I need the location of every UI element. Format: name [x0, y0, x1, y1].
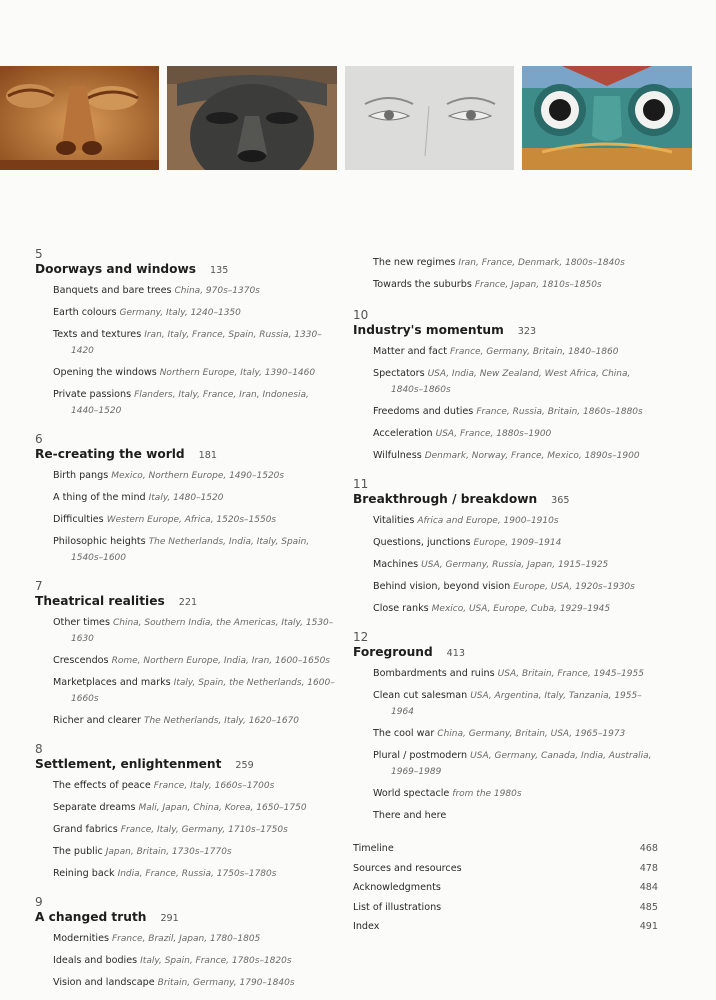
chapter-title: Re-creating the world — [35, 447, 185, 461]
chapter-heading[interactable] — [35, 593, 335, 611]
section-places-dates: France, Germany, Britain, 1840–1860 — [449, 347, 619, 357]
section-places-dates: France, Japan, 1810s–1850s — [474, 280, 602, 290]
section-places-dates: Iran, France, Denmark, 1800s–1840s — [458, 258, 625, 268]
back-matter-list — [353, 839, 658, 937]
stone-face-photo — [0, 66, 159, 170]
section-title: A thing of the mind — [53, 492, 146, 503]
pencil-eyes-drawing — [345, 66, 514, 170]
section-places-dates: Rome, Northern Europe, India, Iran, 1600–1650s — [111, 656, 330, 666]
section-title: Ideals and bodies — [53, 955, 138, 966]
chapter-number: 11 — [353, 477, 369, 491]
chapter-title: Doorways and windows — [35, 262, 197, 276]
chapter-number: 7 — [35, 579, 43, 593]
section-title: Separate dreams — [53, 802, 136, 813]
section-places-dates: Flanders, Italy, France, Iran, Indonesia, 1440–1520 — [71, 390, 309, 416]
section-title: Wilfulness — [373, 450, 422, 461]
continued-sections — [353, 255, 663, 293]
section-places-dates: Iran, Italy, France, Spain, Russia, 1330–1420 — [71, 330, 322, 356]
back-matter-page: 468 — [639, 843, 658, 854]
toc-section-entry[interactable] — [53, 778, 335, 794]
chapter-page-number: 221 — [178, 597, 198, 608]
toc-section-entry[interactable] — [373, 255, 663, 271]
toc-section-entry[interactable] — [373, 366, 663, 398]
section-places-dates: USA, Britain, France, 1945–1955 — [497, 669, 644, 679]
section-title: Reining back — [53, 868, 115, 879]
toc-section-entry[interactable] — [373, 748, 663, 780]
back-matter-entry[interactable] — [353, 859, 658, 879]
section-places-dates: China, Southern India, the Americas, Italy, 1530–1630 — [71, 618, 334, 644]
section-title: Vision and landscape — [53, 977, 155, 988]
chapter-page-number: 323 — [517, 326, 537, 337]
toc-section-entry[interactable] — [53, 675, 335, 707]
toc-section-entry[interactable] — [373, 535, 663, 551]
toc-section-entry[interactable] — [373, 426, 663, 442]
toc-section-entry[interactable] — [53, 387, 335, 419]
back-matter-page: 478 — [639, 862, 658, 874]
section-title: There and here — [373, 810, 447, 821]
toc-section-entry[interactable] — [53, 490, 335, 506]
chapter-heading[interactable] — [35, 446, 335, 464]
chapter-block — [35, 247, 335, 419]
section-title: Marketplaces and marks — [53, 677, 171, 688]
chapter-number: 6 — [35, 432, 43, 446]
toc-section-entry[interactable] — [373, 404, 663, 420]
section-places-dates: from the 1980s — [452, 789, 522, 799]
section-title: Philosophic heights — [53, 536, 146, 547]
chapter-block — [353, 630, 663, 824]
section-places-dates: China, Germany, Britain, USA, 1965–1973 — [437, 729, 626, 739]
chapter-page-number: 181 — [198, 450, 217, 461]
section-title: Earth colours — [53, 307, 117, 318]
section-places-dates: Italy, 1480–1520 — [148, 493, 224, 503]
toc-section-entry[interactable] — [53, 534, 335, 566]
section-title: The new regimes — [373, 257, 456, 268]
section-places-dates: USA, India, New Zealand, West Africa, China, 1840s–1860s — [391, 369, 631, 395]
section-title: Birth pangs — [53, 470, 109, 481]
toc-section-entry[interactable] — [53, 653, 335, 669]
section-places-dates: Mexico, Northern Europe, 1490–1520s — [111, 471, 285, 481]
section-title: Grand fabrics — [53, 824, 118, 835]
section-places-dates: The Netherlands, Italy, 1620–1670 — [143, 716, 300, 726]
section-title: Spectators — [373, 368, 425, 379]
back-matter-label: Index — [353, 921, 380, 932]
toc-section-entry[interactable] — [373, 601, 663, 617]
toc-section-entry[interactable] — [53, 468, 335, 484]
back-matter-entry[interactable] — [353, 917, 658, 937]
section-places-dates: Mali, Japan, China, Korea, 1650–1750 — [138, 803, 307, 813]
chapter-page-number: 135 — [210, 265, 229, 276]
section-places-dates: France, Italy, 1660s–1700s — [153, 781, 275, 791]
section-title: Private passions — [53, 389, 132, 400]
section-places-dates: Europe, 1909–1914 — [473, 538, 562, 548]
chapter-heading[interactable] — [35, 909, 335, 927]
section-places-dates: Denmark, Norway, France, Mexico, 1890s–1900 — [424, 451, 640, 461]
back-matter-entry[interactable] — [353, 898, 658, 918]
chapter-block — [353, 477, 663, 617]
section-places-dates: China, 970s–1370s — [174, 286, 260, 296]
section-places-dates: Italy, Spain, the Netherlands, 1600–1660s — [71, 678, 335, 704]
section-title: Behind vision, beyond vision — [373, 581, 511, 592]
chapter-heading[interactable] — [353, 491, 663, 509]
contents-right-column — [353, 255, 663, 830]
chapter-number: 5 — [35, 247, 43, 261]
chapter-title: Industry's momentum — [353, 323, 504, 337]
toc-section-entry[interactable] — [53, 615, 335, 647]
toc-section-entry[interactable] — [53, 713, 335, 729]
toc-section-entry[interactable] — [373, 666, 663, 682]
section-title: Acceleration — [373, 428, 433, 439]
back-matter-entry[interactable] — [353, 839, 658, 859]
back-matter-page: 491 — [639, 921, 658, 932]
toc-section-entry[interactable] — [373, 786, 663, 802]
chapter-heading[interactable] — [353, 644, 663, 662]
section-places-dates: USA, Argentina, Italy, Tanzania, 1955–1964 — [391, 691, 642, 717]
section-title: Matter and fact — [373, 346, 447, 357]
chapter-page-number: 413 — [446, 648, 465, 659]
chapter-number: 8 — [35, 742, 43, 756]
chapter-number: 12 — [353, 630, 369, 644]
section-places-dates: Western Europe, Africa, 1520s–1550s — [106, 515, 277, 525]
toc-section-entry[interactable] — [373, 579, 663, 595]
toc-section-entry[interactable] — [53, 975, 335, 991]
section-title: Crescendos — [53, 655, 109, 666]
temple-guardian-face-photo — [522, 66, 692, 170]
toc-section-entry[interactable] — [53, 365, 335, 381]
toc-section-entry[interactable] — [373, 557, 663, 573]
section-title: Texts and textures — [53, 329, 142, 340]
section-places-dates: Germany, Italy, 1240–1350 — [119, 308, 241, 318]
toc-section-entry[interactable] — [53, 866, 335, 882]
toc-section-entry[interactable] — [373, 808, 663, 824]
toc-section-entry[interactable] — [53, 283, 335, 299]
toc-section-entry[interactable] — [373, 726, 663, 742]
section-places-dates: Britain, Germany, 1790–1840s — [157, 978, 295, 988]
chapter-page-number: 259 — [235, 760, 254, 771]
section-places-dates: Mexico, USA, Europe, Cuba, 1929–1945 — [431, 604, 611, 614]
section-title: The effects of peace — [53, 780, 151, 791]
dark-sculpture-face-photo — [167, 66, 337, 170]
section-title: Freedoms and duties — [373, 406, 474, 417]
chapter-page-number: 291 — [160, 913, 179, 924]
chapter-title: Breakthrough / breakdown — [353, 492, 538, 506]
back-matter-label: List of illustrations — [353, 901, 442, 913]
toc-section-entry[interactable] — [53, 512, 335, 528]
back-matter-entry[interactable] — [353, 878, 658, 898]
section-title: Machines — [373, 559, 419, 570]
toc-section-entry[interactable] — [53, 305, 335, 321]
toc-section-entry[interactable] — [373, 513, 663, 529]
chapter-block — [35, 579, 335, 729]
section-places-dates: The Netherlands, India, Italy, Spain, 1540s–1600 — [71, 537, 310, 563]
chapter-number: 10 — [353, 308, 369, 322]
section-title: Banquets and bare trees — [53, 285, 172, 296]
section-places-dates: Africa and Europe, 1900–1910s — [417, 516, 559, 526]
section-title: The public — [53, 846, 103, 857]
section-places-dates: Europe, USA, 1920s–1930s — [513, 582, 635, 592]
chapter-title: Theatrical realities — [35, 594, 165, 608]
section-places-dates: Japan, Britain, 1730s–1770s — [105, 847, 232, 857]
section-title: Opening the windows — [53, 367, 157, 378]
image-strip — [0, 66, 716, 170]
toc-section-entry[interactable] — [53, 844, 335, 860]
section-title: Modernities — [53, 933, 109, 944]
chapter-block — [353, 308, 663, 464]
section-places-dates: India, France, Russia, 1750s–1780s — [117, 869, 277, 879]
toc-section-entry[interactable] — [53, 822, 335, 838]
back-matter-page: 485 — [639, 901, 658, 913]
chapter-number: 9 — [35, 895, 43, 909]
section-places-dates: France, Brazil, Japan, 1780–1805 — [112, 934, 261, 944]
chapter-heading[interactable] — [35, 756, 335, 774]
section-title: Richer and clearer — [53, 715, 141, 726]
section-places-dates: USA, Germany, Russia, Japan, 1915–1925 — [421, 560, 609, 570]
section-title: Vitalities — [373, 515, 415, 526]
section-title: Questions, junctions — [373, 537, 471, 548]
section-title: Bombardments and ruins — [373, 668, 495, 679]
section-title: Difficulties — [53, 514, 104, 525]
section-places-dates: Northern Europe, Italy, 1390–1460 — [159, 368, 316, 378]
chapter-block — [35, 742, 335, 882]
section-places-dates: France, Russia, Britain, 1860s–1880s — [476, 407, 643, 417]
section-title: The cool war — [373, 728, 435, 739]
chapter-heading[interactable] — [353, 322, 663, 340]
chapter-title: Settlement, enlightenment — [35, 757, 222, 771]
section-places-dates: USA, Germany, Canada, India, Australia, 1969–1989 — [391, 751, 652, 777]
toc-section-entry[interactable] — [373, 448, 663, 464]
chapter-title: A changed truth — [35, 910, 147, 924]
chapter-block — [35, 895, 335, 991]
chapter-heading[interactable] — [35, 261, 335, 279]
chapter-block — [35, 432, 335, 566]
toc-section-entry[interactable] — [373, 344, 663, 360]
back-matter-label: Sources and resources — [353, 862, 462, 874]
section-title: Plural / postmodern — [373, 750, 468, 761]
toc-section-entry[interactable] — [53, 327, 335, 359]
section-title: Close ranks — [373, 603, 429, 614]
toc-section-entry[interactable] — [373, 277, 663, 293]
section-title: Other times — [53, 617, 110, 628]
toc-section-entry[interactable] — [53, 953, 335, 969]
toc-section-entry[interactable] — [53, 800, 335, 816]
section-places-dates: France, Italy, Germany, 1710s–1750s — [120, 825, 288, 835]
back-matter-page: 484 — [639, 882, 658, 893]
section-title: Towards the suburbs — [373, 279, 472, 290]
chapter-page-number: 365 — [551, 495, 570, 506]
section-title: World spectacle — [373, 788, 450, 799]
toc-section-entry[interactable] — [373, 688, 663, 720]
contents-left-column — [35, 247, 335, 997]
section-places-dates: Italy, Spain, France, 1780s–1820s — [140, 956, 292, 966]
toc-section-entry[interactable] — [53, 931, 335, 947]
back-matter-label: Timeline — [353, 843, 394, 854]
chapter-title: Foreground — [353, 645, 433, 659]
section-title: Clean cut salesman — [373, 690, 468, 701]
section-places-dates: USA, France, 1880s–1900 — [435, 429, 552, 439]
back-matter-label: Acknowledgments — [353, 882, 441, 893]
